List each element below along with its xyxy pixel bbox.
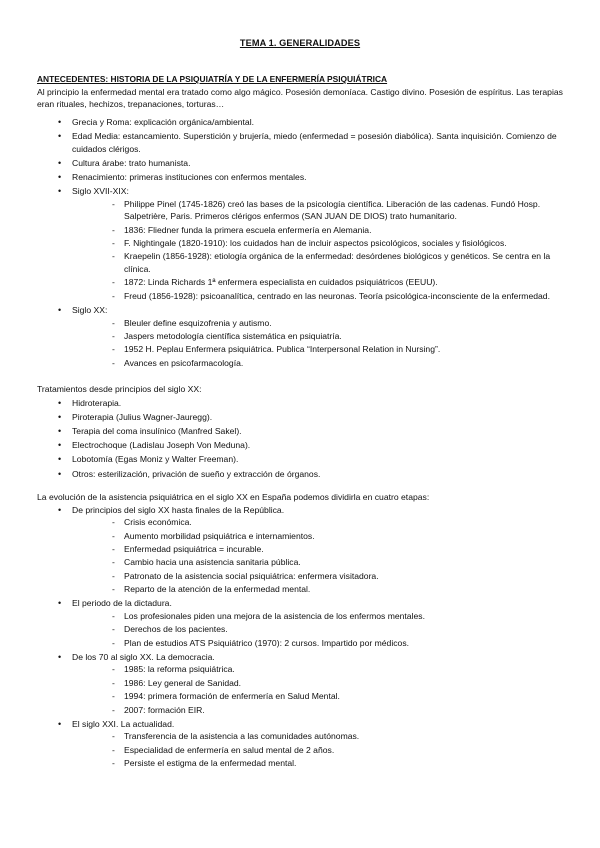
sub-list-item: - Persiste el estigma de la enfermedad mental. xyxy=(72,757,565,770)
intro-paragraph: Al principio la enfermedad mental era tratado como algo mágico. Posesión demoníaca. Castigo divino. Posesión de espíritus. Las terapias eran rituales, hechizos, trepanaciones, torturas… xyxy=(37,86,563,110)
list-item: • Otros: esterilización, privación de sueño y extracción de órganos. xyxy=(37,468,565,481)
list-item: • Piroterapia (Julius Wagner-Jauregg). xyxy=(37,411,565,424)
sub-list-item: - Los profesionales piden una mejora de la asistencia de los enfermos mentales. xyxy=(72,610,565,623)
list-item: • El periodo de la dictadura. - Los profesionales piden una mejora de la asistencia de los enfermos mentales. - Derechos de los pacientes. - Plan de estudios ATS Psiquiátrico (1970): 2 cursos. Impartido por médicos. xyxy=(37,597,565,649)
list-item: • De los 70 al siglo XX. La democracia. - 1985: la reforma psiquiátrica. - 1986: Ley general de Sanidad. - 1994: primera formación de enfermería en Salud Mental. - 2007: formación EIR. xyxy=(37,651,565,716)
sub-list xyxy=(72,317,565,370)
sub-list-item: - F. Nightingale (1820-1910): los cuidados han de incluir aspectos psicológicos, sociales y fisiológicos. xyxy=(72,237,565,250)
sub-list xyxy=(72,663,565,716)
sub-list-item: - Plan de estudios ATS Psiquiátrico (1970): 2 cursos. Impartido por médicos. xyxy=(72,637,565,650)
section-evolucion xyxy=(37,491,565,771)
sub-list xyxy=(72,730,565,769)
tratamientos-list xyxy=(37,397,565,481)
sub-list-item: - Enfermedad psiquiátrica = incurable. xyxy=(72,543,565,556)
sub-list-item: - Crisis económica. xyxy=(72,516,565,529)
sub-list-item: - 1952 H. Peplau Enfermera psiquiátrica. Publica “Interpersonal Relation in Nursing”. xyxy=(72,343,565,356)
section-tratamientos xyxy=(37,383,565,482)
sub-list xyxy=(72,610,565,649)
list-item: • Electrochoque (Ladislau Joseph Von Meduna). xyxy=(37,439,565,452)
list-item: • Edad Media: estancamiento. Superstición y brujería, miedo (enfermedad = posesión diabólica). Santa inquisición. Comienzo de cuidados clérigos. xyxy=(37,130,565,155)
list-item: • Cultura árabe: trato humanista. xyxy=(37,157,565,170)
evolucion-list xyxy=(37,504,565,770)
sub-list-item: - 1994: primera formación de enfermería en Salud Mental. xyxy=(72,690,565,703)
sub-list-item: - Kraepelin (1856-1928): etiología orgánica de la enfermedad: desórdenes biológicos y genéticos. Se centra en la clínica. xyxy=(72,250,565,275)
list-item: • Grecia y Roma: explicación orgánica/ambiental. xyxy=(37,116,565,129)
sub-list-item: - Reparto de la atención de la enfermedad mental. xyxy=(72,583,565,596)
sub-list-item: - Aumento morbilidad psiquiátrica e internamientos. xyxy=(72,530,565,543)
section-heading: ANTECEDENTES: HISTORIA DE LA PSIQUIATRÍA Y DE LA ENFERMERÍA PSIQUIÁTRICA xyxy=(37,74,388,84)
sub-list-item: - Patronato de la asistencia social psiquiátrica: enfermera visitadora. xyxy=(72,570,565,583)
sub-list-item: - 1985: la reforma psiquiátrica. xyxy=(72,663,565,676)
sub-list xyxy=(72,198,565,303)
sub-list-item: - Jaspers metodología científica sistemática en psiquiatría. xyxy=(72,330,565,343)
sub-list-item: - 1986: Ley general de Sanidad. xyxy=(72,677,565,690)
list-item: • Renacimiento: primeras instituciones con enfermos mentales. xyxy=(37,171,565,184)
section-antecedentes xyxy=(37,73,565,371)
sub-list-item: - 2007: formación EIR. xyxy=(72,704,565,717)
sub-list-item: - 1872: Linda Richards 1ª enfermera especialista en cuidados psiquiátricos (EEUU). xyxy=(72,276,565,289)
sub-list-item: - 1836: Fliedner funda la primera escuela enfermería en Alemania. xyxy=(72,224,565,237)
page-title: TEMA 1. GENERALIDADES xyxy=(239,38,361,48)
sub-list-item: - Transferencia de la asistencia a las comunidades autónomas. xyxy=(72,730,565,743)
sub-list-item: - Philippe Pinel (1745-1826) creó las bases de la psicología científica. Liberación de las cadenas. Fundó Hosp. Salpetrière, Paris. Primeros clérigos enfermos (SAN JUAN DE DIOS) trato humanitario. xyxy=(72,198,565,223)
antecedentes-list xyxy=(37,116,565,370)
sub-list-item: - Freud (1856-1928): psicoanalítica, centrado en las neuronas. Teoría psicológica-inconsciente de la enfermedad. xyxy=(72,290,565,303)
sub-list-item: - Cambio hacia una asistencia sanitaria pública. xyxy=(72,556,565,569)
sub-list-item: - Bleuler define esquizofrenia y autismo. xyxy=(72,317,565,330)
section-heading: La evolución de la asistencia psiquiátrica en el siglo XX en España podemos dividirla en cuatro etapas: xyxy=(37,492,430,502)
sub-list-item: - Derechos de los pacientes. xyxy=(72,623,565,636)
list-item: • El siglo XXI. La actualidad. - Transferencia de la asistencia a las comunidades autónomas. - Especialidad de enfermería en salud mental de 2 años. - Persiste el estigma de la enfermedad mental. xyxy=(37,718,565,770)
list-item: • Hidroterapia. xyxy=(37,397,565,410)
sub-list xyxy=(72,516,565,596)
section-heading: Tratamientos desde principios del siglo XX: xyxy=(37,384,202,394)
list-item: • Lobotomía (Egas Moniz y Walter Freeman). xyxy=(37,453,565,466)
list-item: • Terapia del coma insulínico (Manfred Sakel). xyxy=(37,425,565,438)
list-item: • Siglo XX: - Bleuler define esquizofrenia y autismo. - Jaspers metodología científica sistemática en psiquiatría. - 1952 H. Peplau Enfermera psiquiátrica. Publica “Interpersonal Relation in Nursing”. - Avances en psicofarmacología. xyxy=(37,304,565,369)
sub-list-item: - Especialidad de enfermería en salud mental de 2 años. xyxy=(72,744,565,757)
list-item: • De principios del siglo XX hasta finales de la República. - Crisis económica. - Aumento morbilidad psiquiátrica e internamientos. - Enfermedad psiquiátrica = incurable. - Cambio hacia una asistencia sanitaria pública. - Patronato de la asistencia social psiquiátrica: enfermera visitadora. - Reparto de la atención de la enfermedad mental. xyxy=(37,504,565,596)
list-item: • Siglo XVII-XIX: - Philippe Pinel (1745-1826) creó las bases de la psicología científica. Liberación de las cadenas. Fundó Hosp. Salpetrière, Paris. Primeros clérigos enfermos (SAN JUAN DE DIOS) trato humanitario. - 1836: Fliedner funda la primera escuela enfermería en Alemania. - F. Nightingale (1820-1910): los cuidados han de incluir aspectos psicológicos, sociales y fisiológicos. - Kraepelin (1856-1928): etiología orgánica de la enfermedad: desórdenes biológicos y genéticos. Se centra en la clínica. - 1872: Linda Richards 1ª enfermera especialista en cuidados psiquiátricos (EEUU). - Freud (1856-1928): psicoanalítica, centrado en las neuronas. Teoría psicológica-inconsciente de la enfermedad. xyxy=(37,185,565,302)
sub-list-item: - Avances en psicofarmacología. xyxy=(72,357,565,370)
